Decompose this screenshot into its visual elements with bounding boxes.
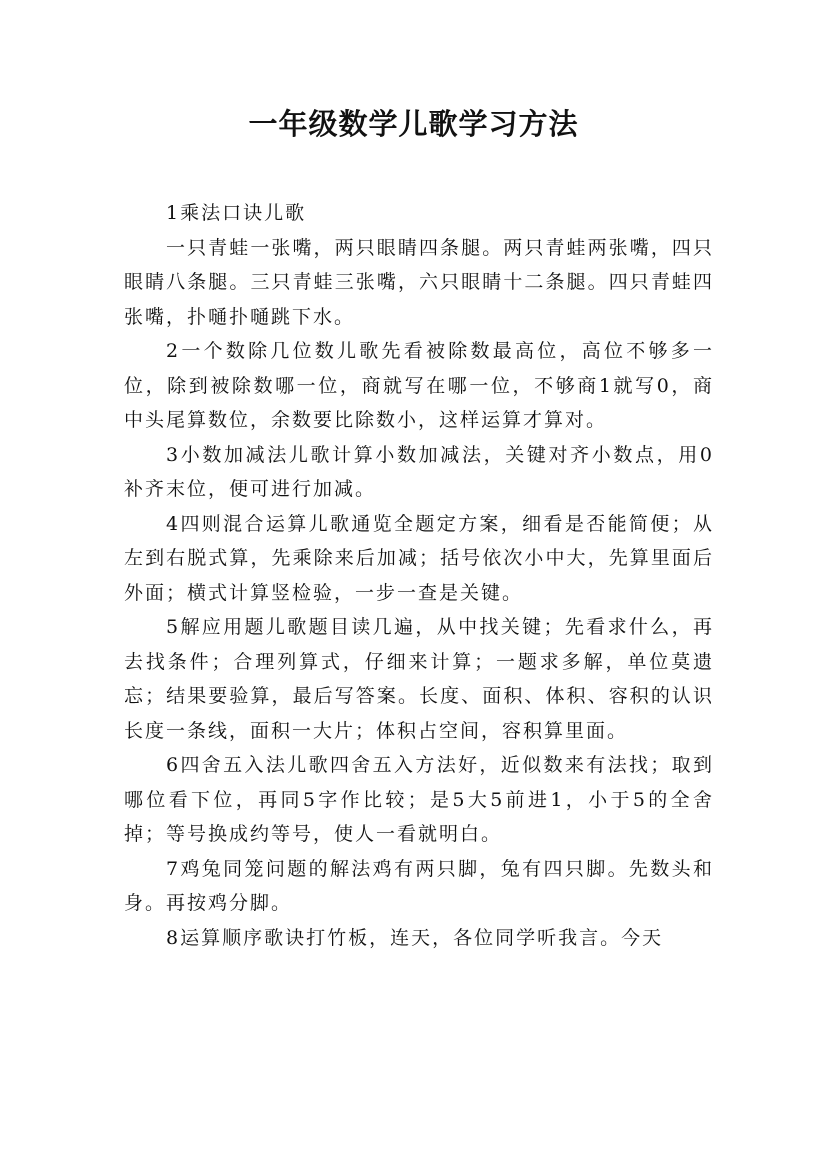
paragraph-word-problems-rhyme: 5解应用题儿歌题目读几遍，从中找关键；先看求什么，再去找条件；合理列算式，仔细来计算；一题求多解，单位莫遗忘；结果要验算，最后写答案。长度、面积、体积、容积的认识长度一条线，面积一大片；体积占空间，容积算里面。: [124, 616, 714, 742]
paragraph-operation-order-rhyme: 8运算顺序歌诀打竹板，连天，各位同学听我言。今天: [166, 926, 664, 949]
document-body: [124, 196, 714, 955]
paragraph-division-rhyme: 2一个数除几位数儿歌先看被除数最高位，高位不够多一位，除到被除数哪一位，商就写在哪一位，不够商1就写0，商中头尾算数位，余数要比除数小，这样运算才算对。: [124, 340, 714, 431]
document-title: 一年级数学儿歌学习方法: [248, 107, 579, 141]
paragraph-decimal-rhyme: 3小数加减法儿歌计算小数加减法，关键对齐小数点，用0补齐末位，便可进行加减。: [124, 443, 714, 500]
section-heading-multiplication: 1乘法口诀儿歌: [166, 202, 307, 224]
paragraph-multiplication-rhyme: 一只青蛙一张嘴，两只眼睛四条腿。两只青蛙两张嘴，四只眼睛八条腿。三只青蛙三张嘴，六只眼睛十二条腿。四只青蛙四张嘴，扑嗵扑嗵跳下水。: [124, 236, 714, 328]
paragraph-rounding-rhyme: 6四舍五入法儿歌四舍五入方法好，近似数来有法找；取到哪位看下位，再同5字作比较；是5大5前进1，小于5的全舍掉；等号换成约等号，使人一看就明白。: [124, 754, 714, 845]
paragraph-chicken-rabbit-rhyme: 7鸡兔同笼问题的解法鸡有两只脚，兔有四只脚。先数头和身。再按鸡分脚。: [124, 857, 714, 914]
paragraph-mixed-operations-rhyme: 4四则混合运算儿歌通览全题定方案，细看是否能简便；从左到右脱式算，先乘除来后加减；括号依次小中大，先算里面后外面；横式计算竖检验，一步一查是关键。: [124, 512, 714, 604]
